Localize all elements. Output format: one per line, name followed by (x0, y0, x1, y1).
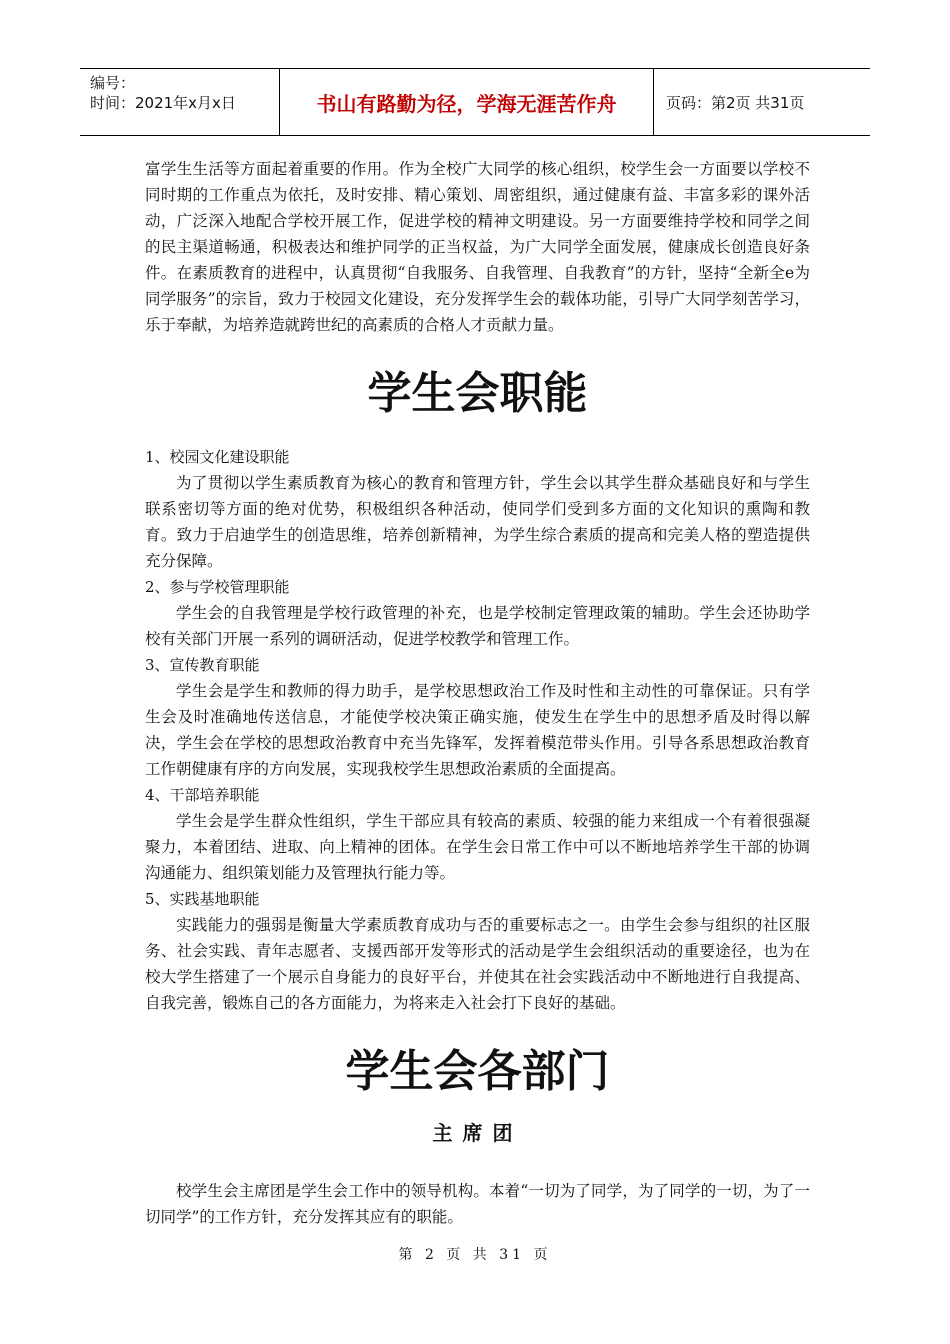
function-heading-2: 2、参与学校管理职能 (145, 578, 290, 596)
function-text-3: 学生会是学生和教师的得力助手，是学校思想政治工作及时性和主动性的可靠保证。只有学生会及时准确地传送信息，才能使学校决策正确实施，使发生在学生中的思想矛盾及时得以解决，学生会在学校的思想政治教育中充当先锋军，发挥着模范带头作用。引导各系思想政治教育工作朝健康有序的方向发展，实现我校学生思想政治素质的全面提高。 (145, 682, 810, 778)
function-text-2: 学生会的自我管理是学校行政管理的补充，也是学校制定管理政策的辅助。学生会还协助学校有关部门开展一系列的调研活动，促进学校教学和管理工作。 (145, 604, 810, 648)
presidium-paragraph: 校学生会主席团是学生会工作中的领导机构。本着“一切为了同学，为了同学的一切，为了一切同学”的工作方针，充分发挥其应有的职能。 (145, 1182, 810, 1226)
number-label: 编号： (90, 74, 136, 92)
function-heading-5: 5、实践基地职能 (145, 890, 260, 908)
section-title-departments: 学生会各部门 (345, 1046, 610, 1097)
header-motto: 书山有路勤为径，学海无涯苦作舟 (280, 69, 654, 135)
header-meta (80, 69, 280, 135)
function-heading-3: 3、宣传教育职能 (145, 656, 260, 674)
page-header (80, 68, 870, 136)
function-list (145, 444, 810, 1016)
function-text-5: 实践能力的强弱是衡量大学素质教育成功与否的重要标志之一。由学生会参与组织的社区服务、社会实践、青年志愿者、支援西部开发等形式的活动是学生会组织活动的重要途径，也为在校大学生搭建了一个展示自身能力的良好平台，并使其在社会实践活动中不断地进行自我提高、自我完善，锻炼自己的各方面能力，为将来走入社会打下良好的基础。 (145, 916, 810, 1012)
function-heading-4: 4、干部培养职能 (145, 786, 260, 804)
header-page-info: 页码：第2页 共31页 (666, 93, 805, 112)
document-body (145, 156, 810, 1230)
page-footer: 第 2 页 共 31 页 (398, 1247, 552, 1263)
intro-paragraph: 富学生生活等方面起着重要的作用。作为全校广大同学的核心组织，校学生会一方面要以学校不同时期的工作重点为依托，及时安排、精心策划、周密组织，通过健康有益、丰富多彩的课外活动，广泛深入地配合学校开展工作，促进学校的精神文明建设。另一方面要维持学校和同学之间的民主渠道畅通，积极表达和维护同学的正当权益，为广大同学全面发展，健康成长创造良好条件。在素质教育的进程中，认真贯彻“自我服务、自我管理、自我教育”的方针，坚持“全新全e为同学服务”的宗旨，致力于校园文化建设，充分发挥学生会的载体功能，引导广大同学刻苦学习，乐于奉献，为培养造就跨世纪的高素质的合格人才贡献力量。 (145, 160, 810, 334)
subsection-title-presidium: 主席团 (432, 1121, 523, 1145)
function-text-4: 学生会是学生群众性组织，学生干部应具有较高的素质、较强的能力来组成一个有着很强凝聚力，本着团结、进取、向上精神的团体。在学生会日常工作中可以不断地培养学生干部的协调沟通能力、组织策划能力及管理执行能力等。 (145, 812, 810, 882)
section-title-functions: 学生会职能 (367, 368, 588, 419)
function-text-1: 为了贯彻以学生素质教育为核心的教育和管理方针，学生会以其学生群众基础良好和与学生联系密切等方面的绝对优势，积极组织各种活动，使同学们受到多方面的文化知识的熏陶和教育。致力于启迪学生的创造思维，培养创新精神，为学生综合素质的提高和完美人格的塑造提供充分保障。 (145, 474, 810, 570)
time-label: 时间：2021年x月x日 (90, 94, 236, 112)
function-heading-1: 1、校园文化建设职能 (145, 448, 290, 466)
